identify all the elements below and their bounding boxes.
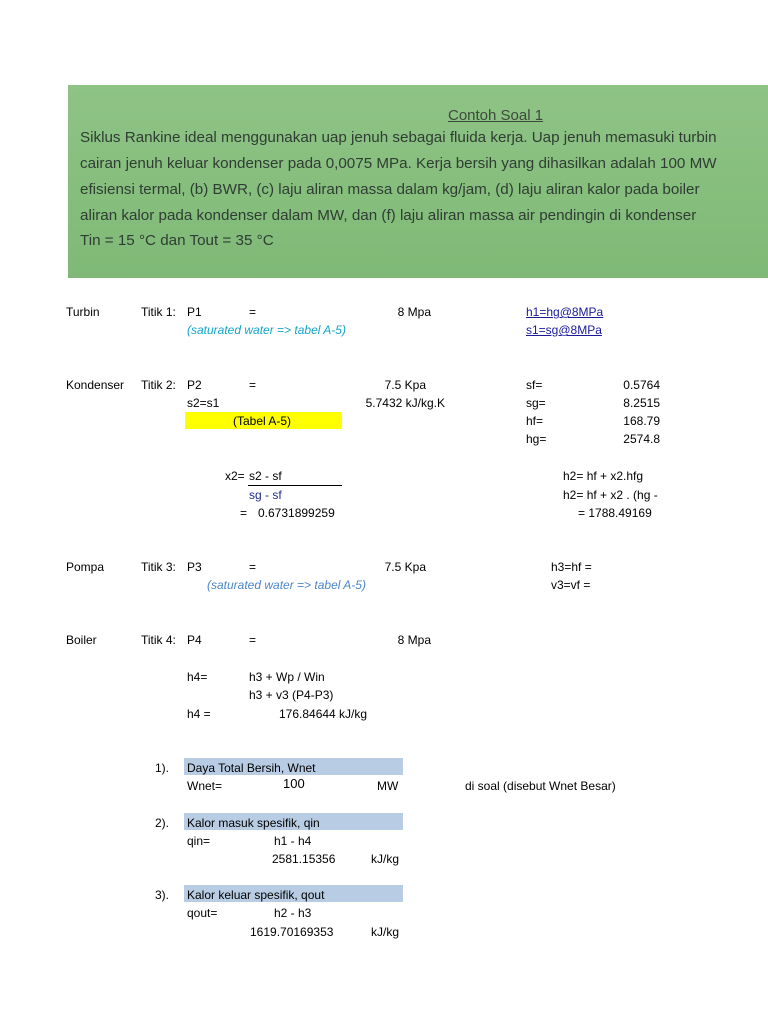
- item-note: di soal (disebut Wnet Besar): [465, 779, 616, 793]
- item-title: Kalor masuk spesifik, qin: [187, 816, 320, 830]
- h2-result: = 1788.49169: [578, 506, 652, 520]
- item-unit: kJ/kg: [371, 925, 400, 939]
- entropy-value: 5.7432 kJ/kg.K: [365, 396, 445, 410]
- section-label-kondenser: Kondenser: [66, 378, 125, 392]
- prop-value: 0.5764: [623, 378, 660, 392]
- equals-sign: =: [249, 560, 257, 574]
- problem-photo: [68, 85, 768, 278]
- pompa-note: (saturated water => tabel A-5): [207, 578, 366, 592]
- section-label-boiler: Boiler: [66, 633, 97, 647]
- prop-key: sg=: [526, 396, 546, 410]
- titik-label: Titik 4:: [141, 633, 176, 647]
- pressure-label: P2: [187, 378, 202, 392]
- titik-label: Titik 1:: [141, 305, 176, 319]
- item-formula: h2 - h3: [274, 906, 312, 920]
- item-number: 1).: [155, 761, 170, 775]
- problem-line: cairan jenuh keluar kondenser pada 0,0075 MPa. Kerja bersih yang dihasilkan adalah 100 MW: [80, 155, 717, 172]
- h4-result-label: h4 =: [187, 707, 211, 721]
- equals-sign: =: [249, 378, 257, 392]
- item-value: 2581.15356: [272, 852, 336, 866]
- equals-sign: =: [249, 633, 257, 647]
- problem-line: efisiensi termal, (b) BWR, (c) laju aliran massa dalam kg/jam, (d) laju aliran kalor pada boiler: [80, 181, 700, 198]
- prop-value: 2574.8: [623, 432, 660, 446]
- item-value: 1619.70169353: [250, 925, 334, 939]
- item-value: 100: [283, 776, 305, 791]
- h3-label: h3=hf =: [551, 560, 592, 574]
- item-key: qout=: [187, 906, 218, 920]
- v3-label: v3=vf =: [551, 578, 591, 592]
- pressure-value: 8 Mpa: [397, 633, 431, 647]
- prop-key: hg=: [526, 432, 547, 446]
- pressure-label: P4: [187, 633, 202, 647]
- h4-formula-expanded: h3 + v3 (P4-P3): [249, 688, 334, 702]
- h4-result: 176.84644 kJ/kg: [279, 707, 368, 721]
- h2-formula-expanded: h2= hf + x2 . (hg -: [563, 488, 658, 502]
- turbin-note: (saturated water => tabel A-5): [187, 323, 346, 337]
- problem-title: Contoh Soal 1: [448, 107, 544, 124]
- pressure-label: P3: [187, 560, 202, 574]
- pressure-value: 7.5 Kpa: [384, 378, 426, 392]
- item-key: qin=: [187, 834, 211, 848]
- item-number: 2).: [155, 816, 170, 830]
- h2-formula: h2= hf + x2.hfg: [563, 469, 644, 483]
- titik-label: Titik 3:: [141, 560, 176, 574]
- x2-denominator: sg - sf: [249, 488, 282, 502]
- prop-key: hf=: [526, 414, 544, 428]
- item-number: 3).: [155, 888, 170, 902]
- equals-sign: =: [240, 506, 248, 520]
- item-unit: kJ/kg: [371, 852, 400, 866]
- item-unit: MW: [377, 779, 399, 793]
- tabel-label: (Tabel A-5): [233, 414, 292, 428]
- x2-numerator: s2 - sf: [249, 469, 282, 483]
- x2-value: 0.6731899259: [258, 506, 335, 520]
- item-key: Wnet=: [187, 779, 223, 793]
- item-formula: h1 - h4: [274, 834, 312, 848]
- equals-sign: =: [249, 305, 257, 319]
- item-title: Daya Total Bersih, Wnet: [187, 761, 316, 775]
- h4-label: h4=: [187, 670, 208, 684]
- h4-formula: h3 + Wp / Win: [249, 670, 325, 684]
- item-title: Kalor keluar spesifik, qout: [187, 888, 325, 902]
- pressure-value: 8 Mpa: [397, 305, 431, 319]
- problem-line: Siklus Rankine ideal menggunakan uap jenuh sebagai fluida kerja. Uap jenuh memasuki turbin: [80, 129, 717, 146]
- prop-value: 168.79: [623, 414, 660, 428]
- section-label-turbin: Turbin: [66, 305, 100, 319]
- problem-line: aliran kalor pada kondenser dalam MW, dan (f) laju aliran massa air pendingin di kondenser: [80, 207, 697, 224]
- section-label-pompa: Pompa: [66, 560, 105, 574]
- s1-link[interactable]: s1=sg@8MPa: [526, 323, 602, 337]
- entropy-label: s2=s1: [187, 396, 220, 410]
- pressure-label: P1: [187, 305, 202, 319]
- pressure-value: 7.5 Kpa: [384, 560, 426, 574]
- fraction-bar: [248, 485, 342, 486]
- h1-link[interactable]: h1=hg@8MPa: [526, 305, 604, 319]
- problem-line: Tin = 15 °C dan Tout = 35 °C: [80, 232, 274, 249]
- x2-label: x2=: [225, 469, 245, 483]
- prop-key: sf=: [526, 378, 543, 392]
- prop-value: 8.2515: [623, 396, 660, 410]
- titik-label: Titik 2:: [141, 378, 176, 392]
